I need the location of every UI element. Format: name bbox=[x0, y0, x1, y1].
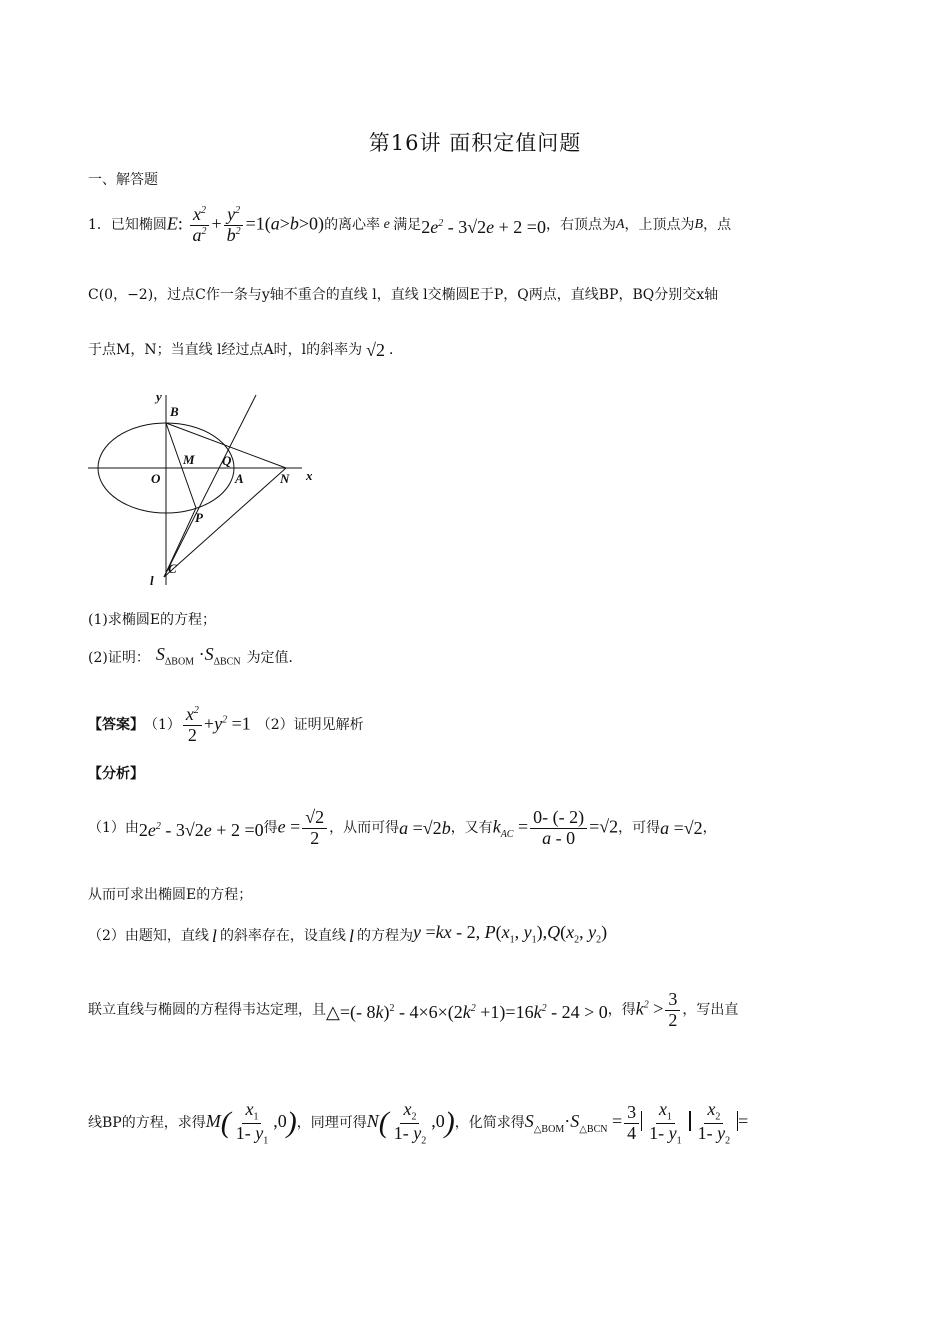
label-B: B bbox=[170, 404, 179, 419]
problem-text: ，右顶点为 bbox=[545, 217, 616, 234]
question-2 bbox=[88, 644, 303, 673]
analysis-text: 的斜率存在，设直线 bbox=[219, 928, 346, 945]
analysis-text: 的方程为 bbox=[356, 928, 413, 945]
sqrt-2: √2 bbox=[366, 340, 385, 360]
label-C: C bbox=[168, 561, 177, 576]
problem-line-2: C(0，−2)，过点C作一条与y轴不重合的直线 l，直线 l交椭圆E于P，Q两点，直线BP，BQ分别交x轴 bbox=[88, 287, 719, 303]
section-heading: 一、解答题 bbox=[88, 172, 158, 188]
analysis-step-1 bbox=[88, 808, 717, 849]
label-M: M bbox=[183, 452, 195, 467]
analysis-text: ，从而可得 bbox=[329, 820, 400, 837]
label-Q: Q bbox=[222, 453, 232, 468]
analysis-label: 【分析】 bbox=[88, 766, 144, 782]
area-product: $S_{\Delta BOM} \cdot S_{\Delta BCN}$ bbox=[155, 644, 241, 668]
eccentricity-equation: $2e^2 - 3√2e + 2 =0$ bbox=[421, 216, 546, 237]
ellipse-figure bbox=[80, 385, 320, 590]
problem-text: 的离心率 bbox=[324, 217, 381, 234]
answer-part-1: （1） bbox=[144, 717, 181, 734]
problem-text: 满足 bbox=[393, 217, 422, 234]
analysis-text: ，写出直 bbox=[682, 1002, 739, 1019]
analysis-step-4 bbox=[88, 1100, 748, 1146]
problem-text: 已知椭圆 bbox=[110, 217, 167, 234]
answer-line bbox=[88, 705, 364, 746]
label-l: l bbox=[150, 573, 154, 588]
ellipse-equation: E: $\frac{x^2}{a^2}$ + $\frac{y^2}{b^2}$ =1(a>b>0) bbox=[166, 204, 325, 245]
analysis-text: 线BP的方程，求得 bbox=[88, 1115, 206, 1132]
eq-point-M: M( $\frac{x_1}{1- y_1}$ ,0) bbox=[205, 1099, 297, 1147]
analysis-text: ，化简求得 bbox=[454, 1115, 525, 1132]
eq-k-squared: $k^2$ > $\frac{3}{2}$ bbox=[636, 990, 683, 1031]
label-A: A bbox=[235, 471, 244, 486]
problem-line-3 bbox=[88, 340, 403, 360]
eq-e-value: e = $\frac{√2}{2}$ bbox=[278, 808, 330, 849]
problem-text: ，点 bbox=[703, 217, 732, 234]
line-CN bbox=[164, 468, 286, 577]
problem-text: 于点M，N；当直线 l经过点A时，l的斜率为 bbox=[88, 342, 363, 358]
page-title: 第16讲 面积定值问题 bbox=[368, 131, 582, 155]
question-text: 为定值． bbox=[246, 650, 303, 667]
analysis-text: （2）由题知，直线 bbox=[88, 928, 209, 945]
analysis-step-3 bbox=[88, 990, 738, 1031]
analysis-step-2: （2）由题知，直线 l 的斜率存在，设直线 l 的方程为 y =kx - 2, $P(x_1$, $y_1),Q(x_2$, $y_2$) bbox=[88, 922, 607, 951]
analysis-text: ， bbox=[702, 820, 717, 837]
problem-line-1: 1． 已知椭圆 E: $\frac{x^2}{a^2}$ + $\frac{y^2}{b^2}$ =1(a>b>0) 的离心率 e 满足 $2e^2 - 3√2e + 2 =0$ ，右顶点为 A ，上顶点为 B ，点 bbox=[88, 204, 732, 245]
eq-discriminant: △=(- $8k)^2 - 4\times 6\times(2k^2 +1)=16k^2 - 24 > 0$ bbox=[326, 1001, 608, 1022]
eq-kac: $k_{AC}$ = $\frac{0- (- 2)}{a - 0}$ =√2 bbox=[492, 807, 619, 848]
line-l bbox=[164, 395, 256, 577]
eq-eccentricity: $2e^2 - 3√2e + 2 =0$ bbox=[138, 819, 264, 840]
label-O: O bbox=[151, 471, 161, 486]
analysis-text: ，又有 bbox=[450, 820, 493, 837]
problem-number: 1． bbox=[88, 217, 111, 234]
question-1: (1)求椭圆E的方程； bbox=[88, 612, 217, 628]
eq-point-N: N( $\frac{x_2}{1- y_2}$ ,0) bbox=[366, 1099, 455, 1147]
answer-equation: $\frac{x^2}{2}$ $+y^2 =1$ bbox=[181, 705, 251, 746]
question-text: (2)证明： bbox=[88, 650, 150, 667]
analysis-text: 联立直线与椭圆的方程得韦达定理，且 bbox=[88, 1002, 326, 1019]
eq-a-value: a =√2 bbox=[660, 818, 703, 839]
eq-a-b: a =√2b bbox=[399, 818, 451, 839]
analysis-text: ，同理可得 bbox=[296, 1115, 367, 1132]
label-N: N bbox=[280, 471, 290, 486]
analysis-text: 得 bbox=[263, 820, 278, 837]
answer-label: 【答案】 bbox=[88, 717, 144, 734]
analysis-text: （1）由 bbox=[88, 820, 139, 837]
analysis-text: ，可得 bbox=[618, 820, 661, 837]
eq-line-l: y =kx - 2, $P(x_1$, $y_1),Q(x_2$, $y_2$) bbox=[412, 922, 608, 946]
problem-text: ． bbox=[389, 342, 403, 358]
eq-area-product: $S_{\triangle BOM}\cdot S_{\triangle BCN}$ = $\frac{3}{4}$ $\frac{x_1}{1- y_1}$ $\frac{x_2}{1- y_2}$ = bbox=[524, 1099, 749, 1147]
problem-text: ，上顶点为 bbox=[624, 217, 695, 234]
answer-part-2: （2）证明见解析 bbox=[256, 717, 364, 734]
analysis-text: ，得 bbox=[607, 1002, 636, 1019]
label-P: P bbox=[195, 510, 203, 525]
analysis-step-1-cont: 从而可求出椭圆E的方程； bbox=[88, 887, 253, 903]
label-x: x bbox=[306, 468, 313, 483]
label-y: y bbox=[156, 389, 162, 404]
